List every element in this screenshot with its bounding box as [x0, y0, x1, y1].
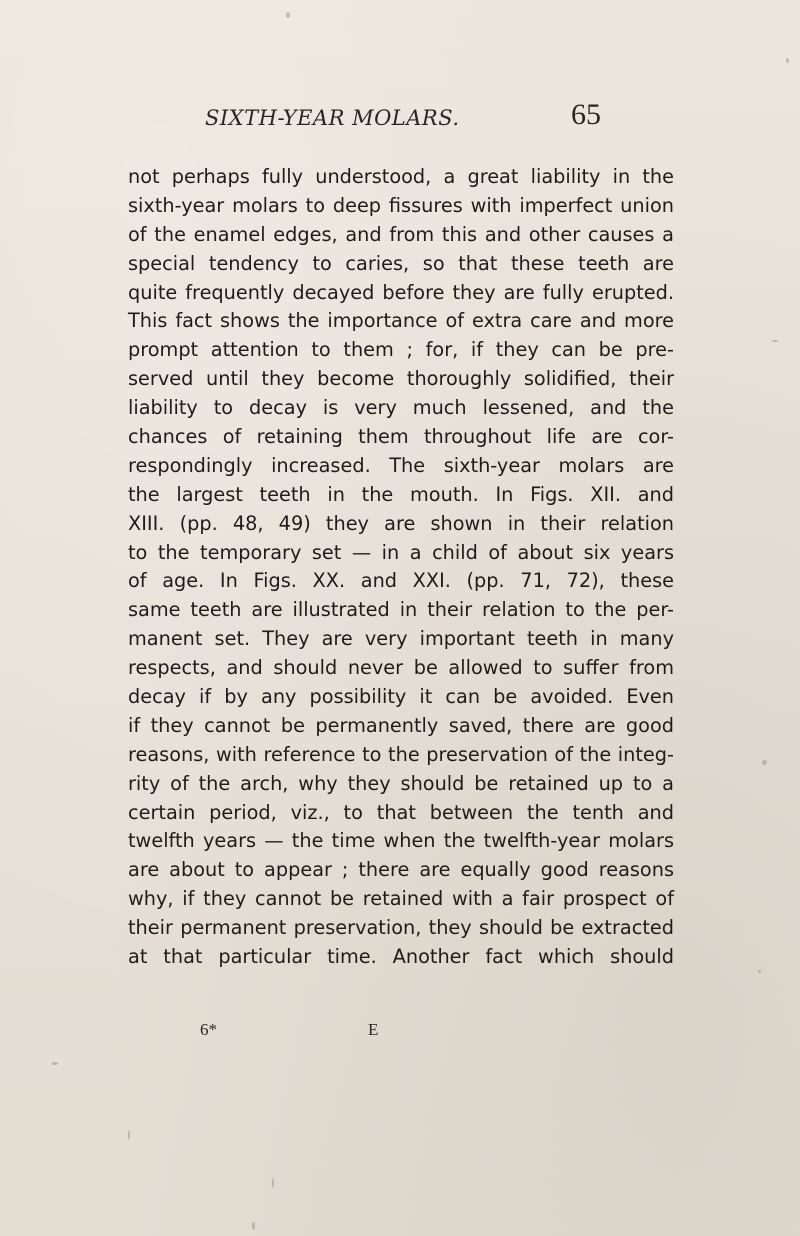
- text-line: This fact shows the importance of extra care and more: [128, 309, 674, 333]
- text-line: reasons, with reference to the preservation of the integ-: [128, 742, 674, 766]
- text-line: not perhaps fully understood, a great liability in the: [128, 165, 674, 188]
- paper-speck: [252, 1222, 255, 1230]
- text-line: respects, and should never be allowed to suffer from: [128, 656, 674, 680]
- text-line: same teeth are illustrated in their relation to the per-: [128, 598, 674, 622]
- text-line: to the temporary set — in a child of about six years: [128, 540, 674, 564]
- text-line: XIII. (pp. 48, 49) they are shown in their relation: [128, 511, 674, 535]
- text-line: of age. In Figs. XX. and XXI. (pp. 71, 72), these: [128, 569, 674, 593]
- paper-speck: [52, 1062, 58, 1065]
- text-line: liability to decay is very much lessened, and the: [128, 396, 674, 420]
- text-line: respondingly increased. The sixth-year molars are: [128, 453, 674, 477]
- text-line: twelfth years — the time when the twelfth-year molars: [128, 829, 674, 853]
- paper-speck: [772, 340, 778, 342]
- paper-speck: [762, 760, 767, 765]
- text-line: of the enamel edges, and from this and other causes a: [128, 222, 674, 246]
- signature-letter: E: [368, 1020, 379, 1039]
- text-line: sixth-year molars to deep fissures with imperfect union: [128, 193, 674, 217]
- paper-speck: [286, 12, 290, 18]
- text-line: rity of the arch, why they should be retained up to a: [128, 771, 674, 795]
- running-title: SIXTH-YEAR MOLARS.: [205, 106, 460, 130]
- text-line: prompt attention to them ; for, if they can be pre-: [128, 338, 674, 362]
- text-line: chances of retaining them throughout life are cor-: [128, 425, 674, 449]
- text-line: their permanent preservation, they should be extracted: [128, 916, 674, 940]
- text-line: the largest teeth in the mouth. In Figs. XII. and: [128, 482, 674, 506]
- page-number: 65: [571, 98, 601, 131]
- text-line: why, if they cannot be retained with a fair prospect of: [128, 887, 674, 911]
- paper-speck: [272, 1178, 274, 1188]
- paper-speck: [786, 58, 789, 63]
- text-line: quite frequently decayed before they are fully erupted.: [128, 280, 674, 304]
- body-text: [128, 163, 674, 972]
- text-line: at that particular time. Another fact which should: [128, 945, 674, 969]
- paper-speck: [758, 970, 761, 973]
- text-line: are about to appear ; there are equally good reasons: [128, 858, 674, 882]
- signature-number: 6*: [200, 1020, 217, 1039]
- paper-speck: [128, 1130, 130, 1140]
- text-line: decay if by any possibility it can be avoided. Even: [128, 685, 674, 709]
- running-head: [205, 98, 605, 138]
- signature-mark: [200, 1020, 600, 1044]
- text-line: if they cannot be permanently saved, there are good: [128, 713, 674, 737]
- text-line: manent set. They are very important teeth in many: [128, 627, 674, 651]
- text-line: served until they become thoroughly solidified, their: [128, 367, 674, 391]
- text-line: certain period, viz., to that between the tenth and: [128, 800, 674, 824]
- text-line: special tendency to caries, so that these teeth are: [128, 251, 674, 275]
